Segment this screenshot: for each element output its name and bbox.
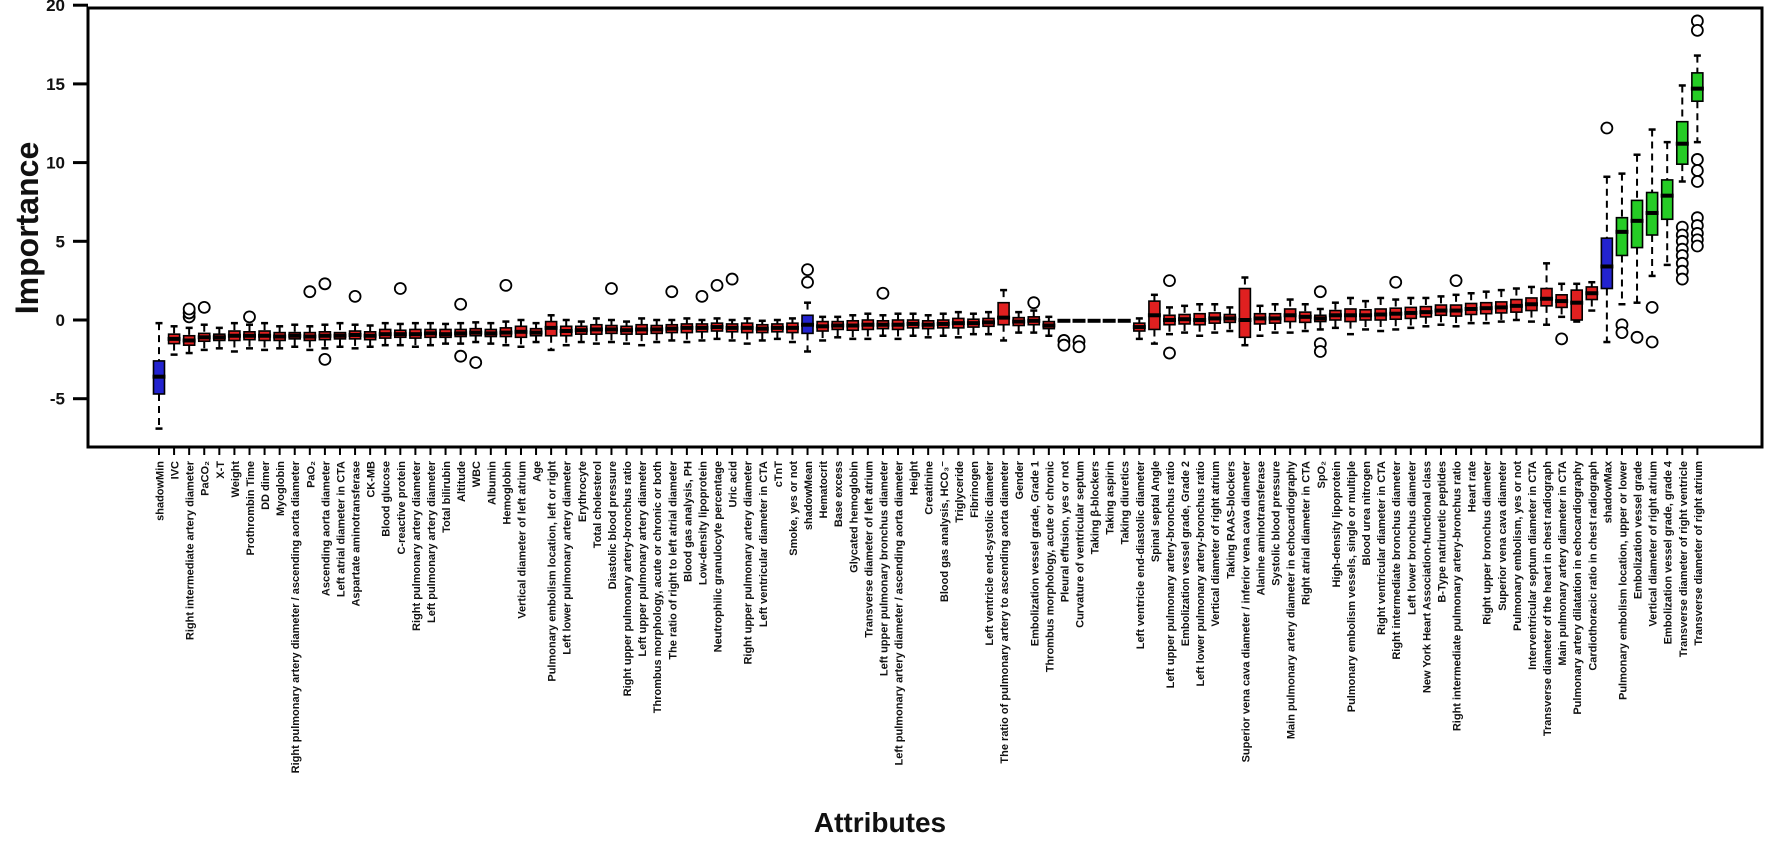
x-tick-label: Prothrombin Time	[244, 461, 257, 556]
x-tick-label: Aspartate aminotransferase	[350, 461, 363, 607]
outlier-point	[184, 303, 195, 314]
outlier-point	[1601, 122, 1612, 133]
x-tick-label: C-reactive protein	[395, 461, 408, 555]
x-tick-label: Right upper pulmonary artery diameter	[742, 461, 755, 665]
outlier-point	[1647, 302, 1658, 313]
x-tick-label: Right upper bronchus diameter	[1481, 461, 1494, 625]
x-tick-label: Gender	[1014, 461, 1027, 500]
x-tick-label: Curvature of ventricular septum	[1074, 461, 1087, 628]
x-tick-label: Left upper pulmonary artery diameter	[637, 461, 650, 657]
x-tick-label: Right pulmonary artery diameter / ascending aorta diameter	[290, 461, 303, 774]
x-tick-label: Fibrinogen	[968, 461, 981, 518]
x-tick-label: Main pulmonary artery diameter in CTA	[1557, 461, 1570, 666]
x-tick-label: Triglyceride	[953, 461, 966, 523]
x-tick-label: Hematocrit	[818, 461, 831, 519]
x-tick-label: Taking RAAS-blockers	[1225, 461, 1238, 579]
x-tick-label: Alanine aminotransferase	[1255, 461, 1268, 596]
x-tick-label: Spinal septal Angle	[1149, 461, 1162, 563]
y-tick-label: 15	[46, 74, 65, 94]
x-tick-label: Albumin	[486, 461, 499, 505]
outlier-point	[1028, 297, 1039, 308]
x-tick-label: Hemoglobin	[501, 461, 514, 525]
outlier-point	[1315, 286, 1326, 297]
outlier-point	[1692, 176, 1703, 187]
outlier-point	[350, 291, 361, 302]
y-tick-label: -5	[49, 389, 65, 409]
outlier-point	[1692, 25, 1703, 36]
x-tick-label: Left pulmonary artery diameter	[425, 461, 438, 623]
x-tick-label: Right upper pulmonary artery-bronchus ratio	[622, 461, 635, 697]
x-tick-label: Interventricular septum diameter in CTA	[1526, 461, 1539, 670]
x-tick-label: Total cholesterol	[591, 461, 604, 549]
x-tick-label: Main pulmonary artery diameter in echocardiography	[1285, 461, 1298, 740]
x-tick-label: Left lower pulmonary artery diameter	[561, 461, 574, 655]
x-tick-label: Transverse diameter of right ventricle	[1677, 461, 1690, 658]
x-tick-label: Pulmonary embolism, yes or not	[1511, 461, 1524, 631]
y-axis-title: Importance	[9, 141, 45, 315]
x-tick-label: The ratio of right to left atrial diameter	[667, 461, 680, 660]
x-tick-label: IVC	[169, 461, 182, 480]
outlier-point	[802, 277, 813, 288]
outlier-point	[877, 288, 888, 299]
x-tick-label: Right intermediate artery diameter	[184, 461, 197, 641]
x-tick-label: Pulmonary artery dilatation in echocardiography	[1572, 461, 1585, 715]
outlier-point	[696, 291, 707, 302]
box	[1239, 289, 1250, 338]
outlier-point	[666, 286, 677, 297]
outlier-point	[1692, 154, 1703, 165]
outlier-point	[727, 274, 738, 285]
x-tick-label: shadowMean	[803, 461, 816, 531]
box	[1662, 180, 1673, 219]
x-tick-label: Left lower pulmonary artery-bronchus ratio	[1195, 461, 1208, 687]
x-tick-label: Right pulmonary artery diameter	[410, 461, 423, 631]
x-tick-label: Myoglobin	[275, 461, 288, 516]
y-axis-ticks	[46, 0, 88, 409]
x-tick-label: Blood gas analysis, PH	[682, 461, 695, 583]
x-tick-label: PaO₂	[305, 461, 318, 488]
x-tick-label: Embolization vessel grade, grade 4	[1662, 461, 1675, 645]
outlier-point	[1692, 165, 1703, 176]
x-tick-label: Left ventricular diameter in CTA	[757, 461, 770, 628]
x-tick-label: Neutrophilic granulocyte percentage	[712, 461, 725, 653]
x-tick-label: SpO₂	[1315, 461, 1328, 489]
outlier-point	[1315, 346, 1326, 357]
x-tick-label: The ratio of pulmonary artery to ascending aorta diameter	[999, 461, 1012, 764]
x-tick-label: New York Heart Association-functional class	[1421, 461, 1434, 694]
box	[1601, 238, 1612, 288]
x-tick-label: Vertical diameter of left atrium	[516, 461, 529, 619]
x-tick-label: Uric acid	[727, 461, 740, 508]
outlier-point	[606, 283, 617, 294]
x-tick-label: Transverse diameter of right atrium	[1692, 461, 1705, 646]
x-tick-label: Transverse diameter of the heart in chest radiograph	[1542, 461, 1555, 737]
x-tick-label: Cardiothoracic ratio in chest radiograph	[1587, 461, 1600, 671]
x-tick-label: Vertical diameter of right atrium	[1647, 461, 1660, 627]
x-tick-label: Superior vena cava diameter	[1496, 461, 1509, 611]
x-tick-label: High-density lipoprotein	[1330, 461, 1343, 588]
x-tick-label: Pulmonary embolism vessels, single or multiple	[1345, 461, 1358, 713]
x-tick-label: Total bilirubin	[441, 461, 454, 533]
x-tick-label: Right ventricular diameter in CTA	[1376, 461, 1389, 635]
outlier-point	[1616, 327, 1627, 338]
x-tick-label: Taking β-blockers	[1089, 461, 1102, 555]
x-tick-label: Right intermediate bronchus diameter	[1391, 461, 1404, 660]
x-tick-label: Embolization vessel grade	[1632, 461, 1645, 600]
x-tick-label: Height	[908, 461, 921, 496]
outlier-point	[712, 280, 723, 291]
x-tick-label: Base excess	[833, 461, 846, 528]
outlier-point	[1164, 275, 1175, 286]
outlier-point	[1692, 241, 1703, 252]
x-tick-label: Pulmonary embolism location, left or right	[546, 461, 559, 682]
x-tick-label: Blood gas analysis, HCO₃⁻	[938, 461, 951, 603]
x-tick-label: Age	[531, 461, 544, 482]
x-tick-label: cTnT	[772, 461, 785, 488]
x-tick-label: DD dimer	[260, 461, 273, 510]
box	[1616, 218, 1627, 256]
outlier-point	[1164, 348, 1175, 359]
outlier-point	[304, 286, 315, 297]
x-tick-label: PaCO₂	[199, 461, 212, 496]
outlier-point	[395, 283, 406, 294]
outlier-point	[319, 278, 330, 289]
x-tick-label: Thrombus morphology, acute or chronic	[1044, 461, 1057, 673]
x-tick-label: Left upper pulmonary bronchus diameter	[878, 461, 891, 677]
x-tick-label: Weight	[229, 461, 242, 498]
x-tick-label: Creatinine	[923, 461, 936, 515]
x-tick-label: CK-MB	[365, 461, 378, 498]
x-tick-label: shadowMin	[154, 461, 167, 521]
x-tick-label: Left lower bronchus diameter	[1406, 461, 1419, 616]
x-tick-label: Taking diuretics	[1119, 461, 1132, 545]
x-tick-label: shadowMax	[1602, 461, 1615, 524]
x-tick-label: Erythrocyte	[576, 461, 589, 523]
outlier-point	[470, 357, 481, 368]
x-axis-title: Attributes	[813, 807, 947, 838]
x-tick-label: Systolic blood pressure	[1270, 461, 1283, 586]
x-tick-label: Superior vena cava diameter / inferior vena cava diameter	[1240, 461, 1253, 763]
x-tick-label: Embolization vessel grade, Grade 1	[1029, 461, 1042, 647]
x-tick-label: Smoke, yes or not	[787, 461, 800, 556]
x-tick-label: Glycated hemoglobin	[848, 461, 861, 573]
x-tick-label: Left atrial diameter in CTA	[335, 461, 348, 598]
box	[998, 303, 1009, 325]
x-tick-label: X-T	[214, 461, 227, 479]
x-tick-label: Pleural effusion, yes or not	[1059, 461, 1072, 603]
x-tick-label: Transverse diameter of left atrium	[863, 461, 876, 638]
x-tick-label: Altitude	[456, 461, 469, 502]
x-tick-label: WBC	[471, 461, 484, 488]
x-tick-label: Ascending aorta diameter	[320, 461, 333, 597]
x-tick-label: Right atrial diameter in CTA	[1300, 461, 1313, 606]
x-tick-label: Left pulmonary artery diameter / ascending aorta diameter	[893, 461, 906, 766]
outlier-point	[1451, 275, 1462, 286]
outlier-point	[802, 264, 813, 275]
x-tick-label: Right intermediate pulmonary artery-bronchus ratio	[1451, 461, 1464, 732]
x-tick-label: Embolization vessel grade, Grade 2	[1180, 461, 1193, 647]
x-tick-label: Blood glucose	[380, 461, 393, 537]
x-axis-ticks-and-labels	[155, 447, 1705, 773]
x-tick-label: Heart rate	[1466, 461, 1479, 513]
y-tick-label: 5	[55, 232, 65, 252]
outlier-point	[319, 354, 330, 365]
plot-frame	[88, 8, 1762, 447]
outlier-point	[1632, 332, 1643, 343]
x-tick-label: Thrombus morphology, acute or chronic or both	[652, 461, 665, 714]
outlier-point	[199, 302, 210, 313]
y-tick-label: 0	[55, 311, 65, 330]
x-tick-label: Left ventricle end-systolic diameter	[984, 461, 997, 646]
x-tick-label: Taking aspirin	[1104, 461, 1117, 535]
outlier-point	[1058, 340, 1069, 351]
outlier-point	[500, 280, 511, 291]
x-tick-label: B-Type natriuretic peptides	[1436, 461, 1449, 603]
y-tick-label: 10	[46, 153, 65, 173]
box	[1632, 200, 1643, 247]
x-tick-label: Low-density lipoprotein	[697, 461, 710, 586]
x-tick-label: Pulmonary embolism location, upper or lower	[1617, 461, 1630, 700]
outlier-point	[455, 351, 466, 362]
outlier-point	[1647, 337, 1658, 348]
outlier-point	[1074, 341, 1085, 352]
y-tick-label: 20	[46, 0, 65, 16]
box	[1571, 290, 1582, 320]
outlier-point	[455, 299, 466, 310]
x-tick-label: Vertical diameter of right atrium	[1210, 461, 1223, 627]
outlier-point	[1677, 274, 1688, 285]
outlier-point	[1556, 333, 1567, 344]
x-tick-label: Left upper pulmonary artery-bronchus ratio	[1164, 461, 1177, 689]
outlier-point	[1390, 277, 1401, 288]
x-tick-label: Blood urea nitrogen	[1361, 461, 1374, 566]
outlier-point	[244, 311, 255, 322]
x-tick-label: Diastolic blood pressure	[606, 461, 619, 590]
x-tick-label: Left ventricle end-diastolic diameter	[1134, 461, 1147, 650]
